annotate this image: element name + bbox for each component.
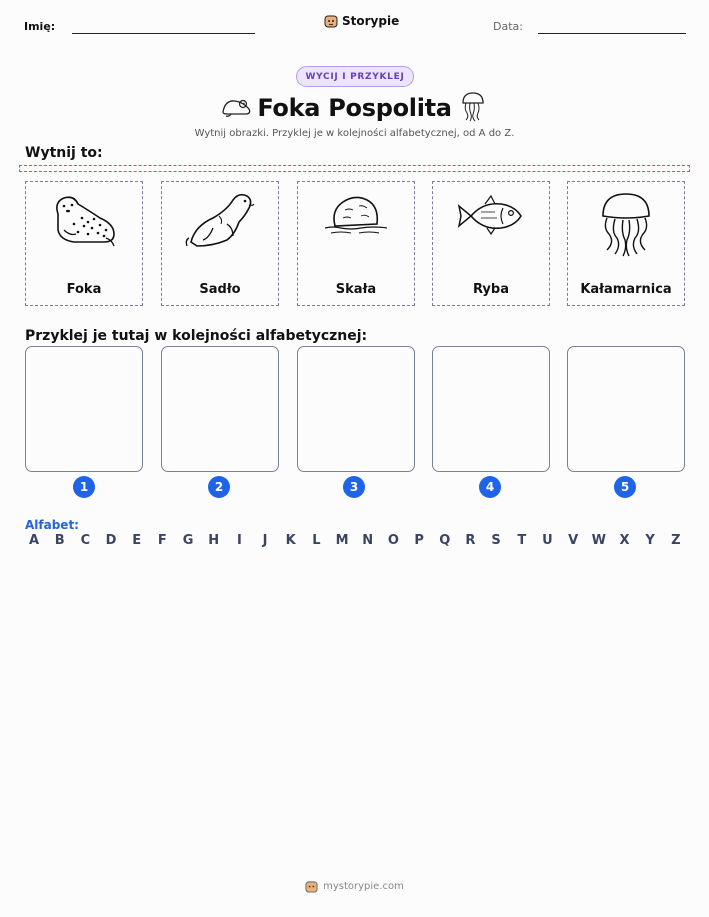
brand-name: Storypie [342, 14, 400, 28]
name-line [72, 33, 255, 34]
card-label: Sadło [199, 282, 241, 297]
activity-badge: WYCIJ I PRZYKLEJ [296, 66, 414, 87]
footer [0, 880, 709, 893]
card-label: Foka [66, 282, 102, 297]
number-badge: 2 [208, 476, 230, 498]
alphabet-letter: R [465, 533, 476, 548]
number-badge: 5 [614, 476, 636, 498]
date-line [538, 33, 686, 34]
footer-url[interactable]: mystorypie.com [323, 881, 404, 892]
alphabet-letter: N [362, 533, 374, 548]
alphabet-letter: B [54, 533, 65, 548]
seal-blubber-icon [183, 188, 257, 252]
storypie-mascot-icon [305, 880, 318, 893]
alphabet-letter: E [132, 533, 142, 548]
alphabet-letter: K [285, 533, 296, 548]
alphabet-letter: T [517, 533, 527, 548]
alphabet-letter: H [208, 533, 220, 548]
alphabet-row [26, 533, 684, 548]
alphabet-letter: V [568, 533, 579, 548]
name-label: Imię: [24, 20, 56, 33]
alphabet-title: Alfabet: [25, 518, 79, 532]
alphabet-letter: Z [671, 533, 681, 548]
alphabet-letter: I [236, 533, 242, 548]
card-label: Skała [335, 282, 377, 297]
alphabet-letter: J [262, 533, 268, 548]
storypie-mascot-icon [324, 14, 338, 28]
number-badge: 4 [479, 476, 501, 498]
number-badge: 3 [343, 476, 365, 498]
paste-box-4[interactable] [432, 346, 550, 472]
alphabet-letter: G [182, 533, 194, 548]
paste-box-5[interactable] [567, 346, 685, 472]
paste-box-2[interactable] [161, 346, 279, 472]
alphabet-letter: U [542, 533, 553, 548]
rock-icon [321, 188, 391, 244]
card-label: Ryba [473, 282, 509, 297]
alphabet-letter: L [312, 533, 321, 548]
alphabet-letter: X [619, 533, 630, 548]
cut-line [19, 165, 690, 172]
brand-logo [324, 14, 399, 28]
instructions: Wytnij obrazki. Przyklej je w kolejności alfabetycznej, od A do Z. [194, 128, 515, 139]
cut-card-skala[interactable] [297, 181, 415, 306]
card-label: Kałamarnica [580, 282, 672, 297]
cut-card-ryba[interactable] [432, 181, 550, 306]
fish-icon [455, 188, 527, 240]
jellyfish-icon [459, 90, 487, 122]
date-label: Data: [493, 20, 523, 33]
alphabet-letter: P [414, 533, 424, 548]
alphabet-letter: Q [439, 533, 451, 548]
alphabet-letter: S [491, 533, 501, 548]
alphabet-letter: O [387, 533, 399, 548]
alphabet-letter: C [80, 533, 91, 548]
paste-box-3[interactable] [297, 346, 415, 472]
alphabet-letter: D [105, 533, 117, 548]
paste-heading: Przyklej je tutaj w kolejności alfabetycznej: [25, 328, 368, 344]
alphabet-letter: F [157, 533, 167, 548]
alphabet-letter: W [591, 533, 606, 548]
cut-card-sadlo[interactable] [161, 181, 279, 306]
cut-card-kalamarnica[interactable] [567, 181, 685, 306]
page-title: Foka Pospolita [257, 94, 452, 122]
alphabet-letter: A [28, 533, 40, 548]
number-badge: 1 [73, 476, 95, 498]
alphabet-letter: Y [645, 533, 655, 548]
spotted-seal-icon [48, 188, 120, 250]
paste-box-1[interactable] [25, 346, 143, 472]
jellyfish-icon [595, 188, 657, 258]
cut-card-foka[interactable] [25, 181, 143, 306]
cut-heading: Wytnij to: [25, 145, 103, 161]
alphabet-letter: M [335, 533, 349, 548]
